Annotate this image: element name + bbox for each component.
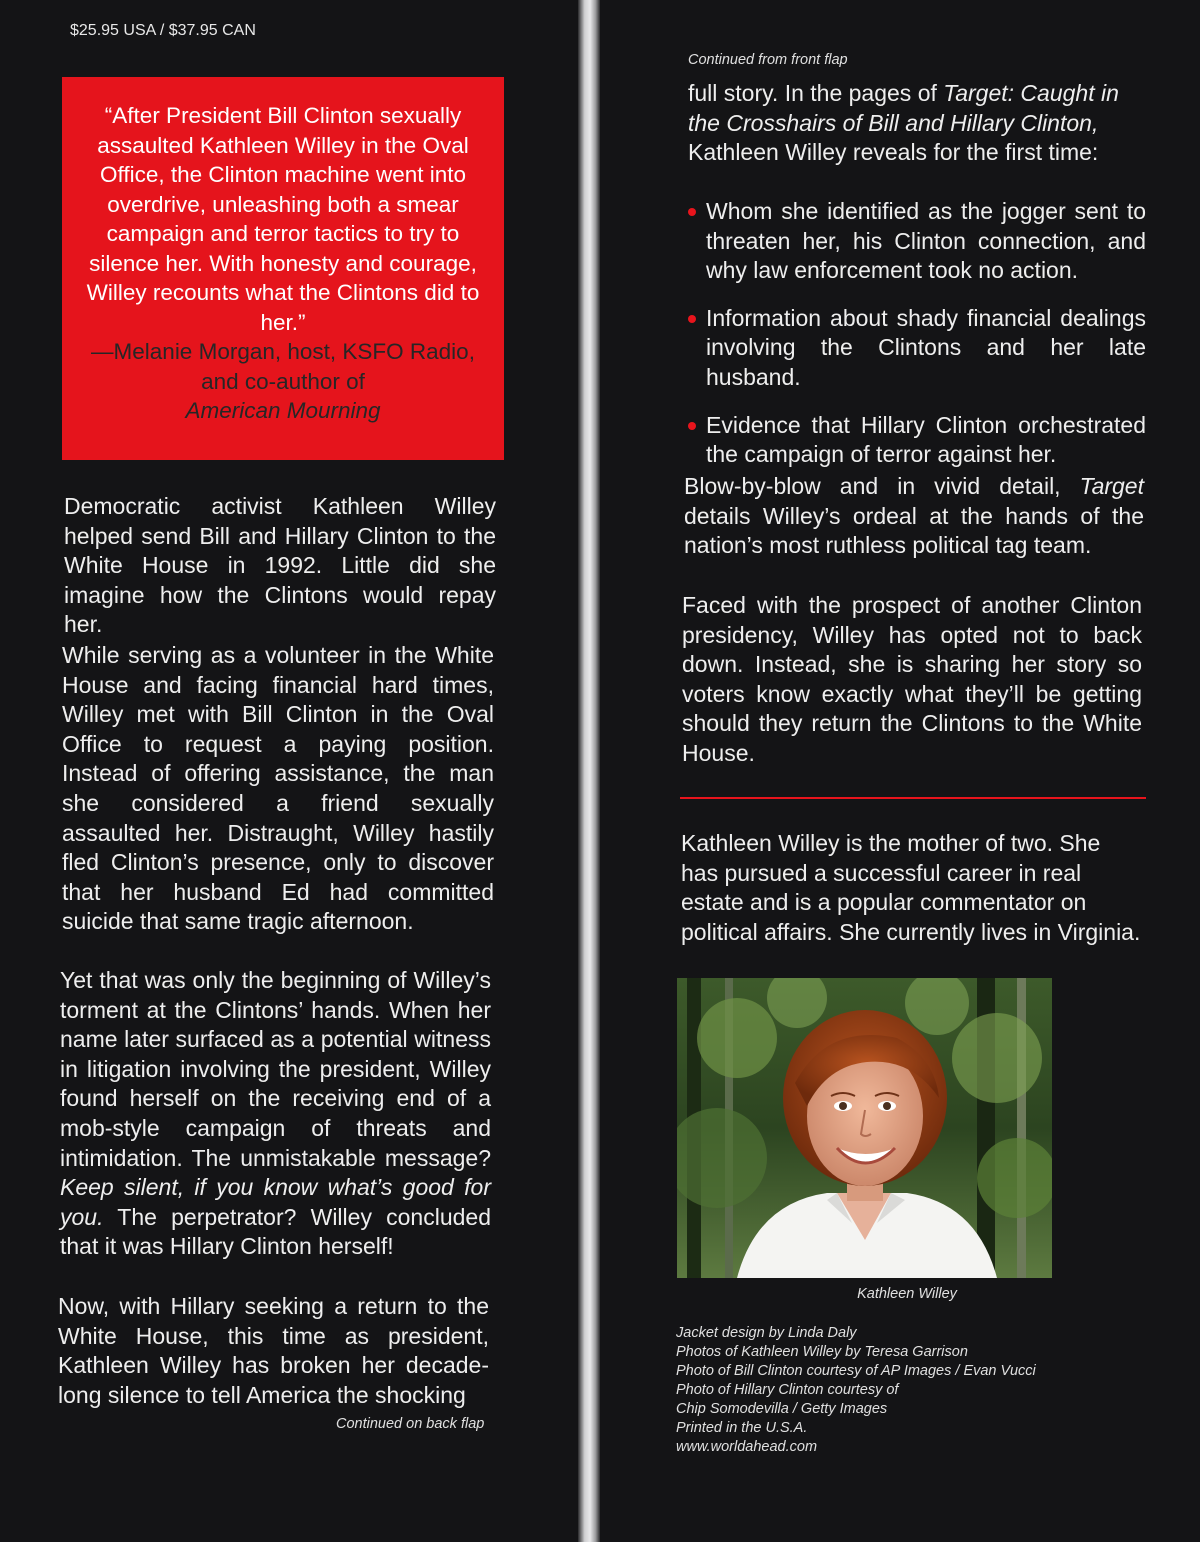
credit-line: Photo of Bill Clinton courtesy of AP Images / Evan Vucci [676, 1363, 1036, 1379]
target-text-1: Blow-by-blow and in vivid detail, [684, 473, 1061, 499]
endorsement-source-title: American Mourning [185, 398, 381, 423]
intimidation-paragraph [60, 966, 491, 1262]
target-text-2: details Willey’s ordeal at the hands of the nation’s most ruthless political tag team. [684, 502, 1144, 559]
bullet-text: Whom she identified as the jogger sent to threaten her, his Clinton connection, and why law enforcement took no action. [706, 198, 1146, 284]
silence-paragraph: Now, with Hillary seeking a return to the White House, this time as president, Kathleen Willey has broken her decade-long silence to tell America the shocking [58, 1293, 489, 1408]
bullet-icon [688, 315, 696, 323]
endorsement-attribution: —Melanie Morgan, host, KSFO Radio, and co-author of [91, 339, 475, 394]
target-paragraph [684, 472, 1144, 561]
intimidation-text-2: The perpetrator? Willey concluded that it was Hillary Clinton herself! [60, 1203, 491, 1260]
section-divider [680, 797, 1146, 799]
bullet-text: Evidence that Hillary Clinton orchestrated the campaign of terror against her. [706, 411, 1146, 468]
list-item [686, 197, 1146, 286]
credit-line: Photo of Hillary Clinton courtesy of [676, 1382, 899, 1398]
full-story-text-2: Kathleen Willey reveals for the first time: [688, 139, 1099, 166]
credits-list [676, 1324, 1036, 1457]
photo-caption: Kathleen Willey [857, 1286, 957, 1302]
revelations-list [686, 197, 1146, 488]
presidency-paragraph: Faced with the prospect of another Clinton presidency, Willey has opted not to back down. Instead, she is sharing her story so voters know exactly what they’ll be getting should they return the Clintons to the White House. [682, 592, 1142, 766]
credit-line: Photos of Kathleen Willey by Teresa Garrison [676, 1344, 968, 1360]
assault-paragraph: While serving as a volunteer in the White House and facing financial hard times, Willey met with Bill Clinton in the Oval Office to request a paying position. Instead of offering assistance, the man she considered a friend sexually assaulted her. Distraught, Willey hastily fled Clinton’s presence, only to discover that her husband Ed had committed suicide that same tragic afternoon. [62, 642, 494, 935]
author-photo [677, 978, 1052, 1278]
list-item [686, 411, 1146, 470]
credit-line: Jacket design by Linda Daly [676, 1325, 857, 1341]
full-story-paragraph [688, 79, 1148, 168]
author-bio: Kathleen Willey is the mother of two. She has pursued a successful career in real estate and is a popular commentator on political affairs. She currently lives in Virginia. [681, 830, 1141, 945]
bullet-text: Information about shady financial dealings involving the Clintons and her late husband. [706, 304, 1146, 390]
continued-on-back-note: Continued on back flap [336, 1416, 485, 1432]
intimidation-italic-message: Keep silent, if you know what’s good for you. [60, 1174, 491, 1230]
intro-paragraph: Democratic activist Kathleen Willey helped send Bill and Hillary Clinton to the White House in 1992. Little did she imagine how the Clintons would repay her. [64, 493, 496, 638]
full-story-text-1: full story. In the pages of [688, 80, 937, 106]
credit-line: Printed in the U.S.A. [676, 1420, 808, 1436]
price-label: $25.95 USA / $37.95 CAN [70, 22, 256, 39]
endorsement-quote-text: “After President Bill Clinton sexually assaulted Kathleen Willey in the Oval Office, the Clinton machine went into overdrive, unleashing both a smear campaign and terror tactics to try to silence her. With honesty and courage, Willey recounts what the Clintons did to her.” [86, 103, 480, 335]
endorsement-quote-box [62, 77, 504, 460]
intimidation-text-1: Yet that was only the beginning of Willey’s torment at the Clintons’ hands. When her name later surfaced as a potential witness in litigation involving the president, Willey found herself on the receiving end of a mob-style campaign of threats and intimidation. The unmistakable message? [60, 967, 491, 1171]
list-item [686, 304, 1146, 393]
credit-line: Chip Somodevilla / Getty Images [676, 1401, 888, 1417]
bullet-icon [688, 208, 696, 216]
target-title: Target [1079, 473, 1144, 499]
bullet-icon [688, 422, 696, 430]
website-url[interactable]: www.worldahead.com [676, 1439, 818, 1455]
book-title: Target: Caught in the Crosshairs of Bill and Hillary Clinton, [688, 80, 1119, 136]
jacket-fold [578, 0, 600, 1542]
continued-from-front-note: Continued from front flap [688, 52, 848, 68]
